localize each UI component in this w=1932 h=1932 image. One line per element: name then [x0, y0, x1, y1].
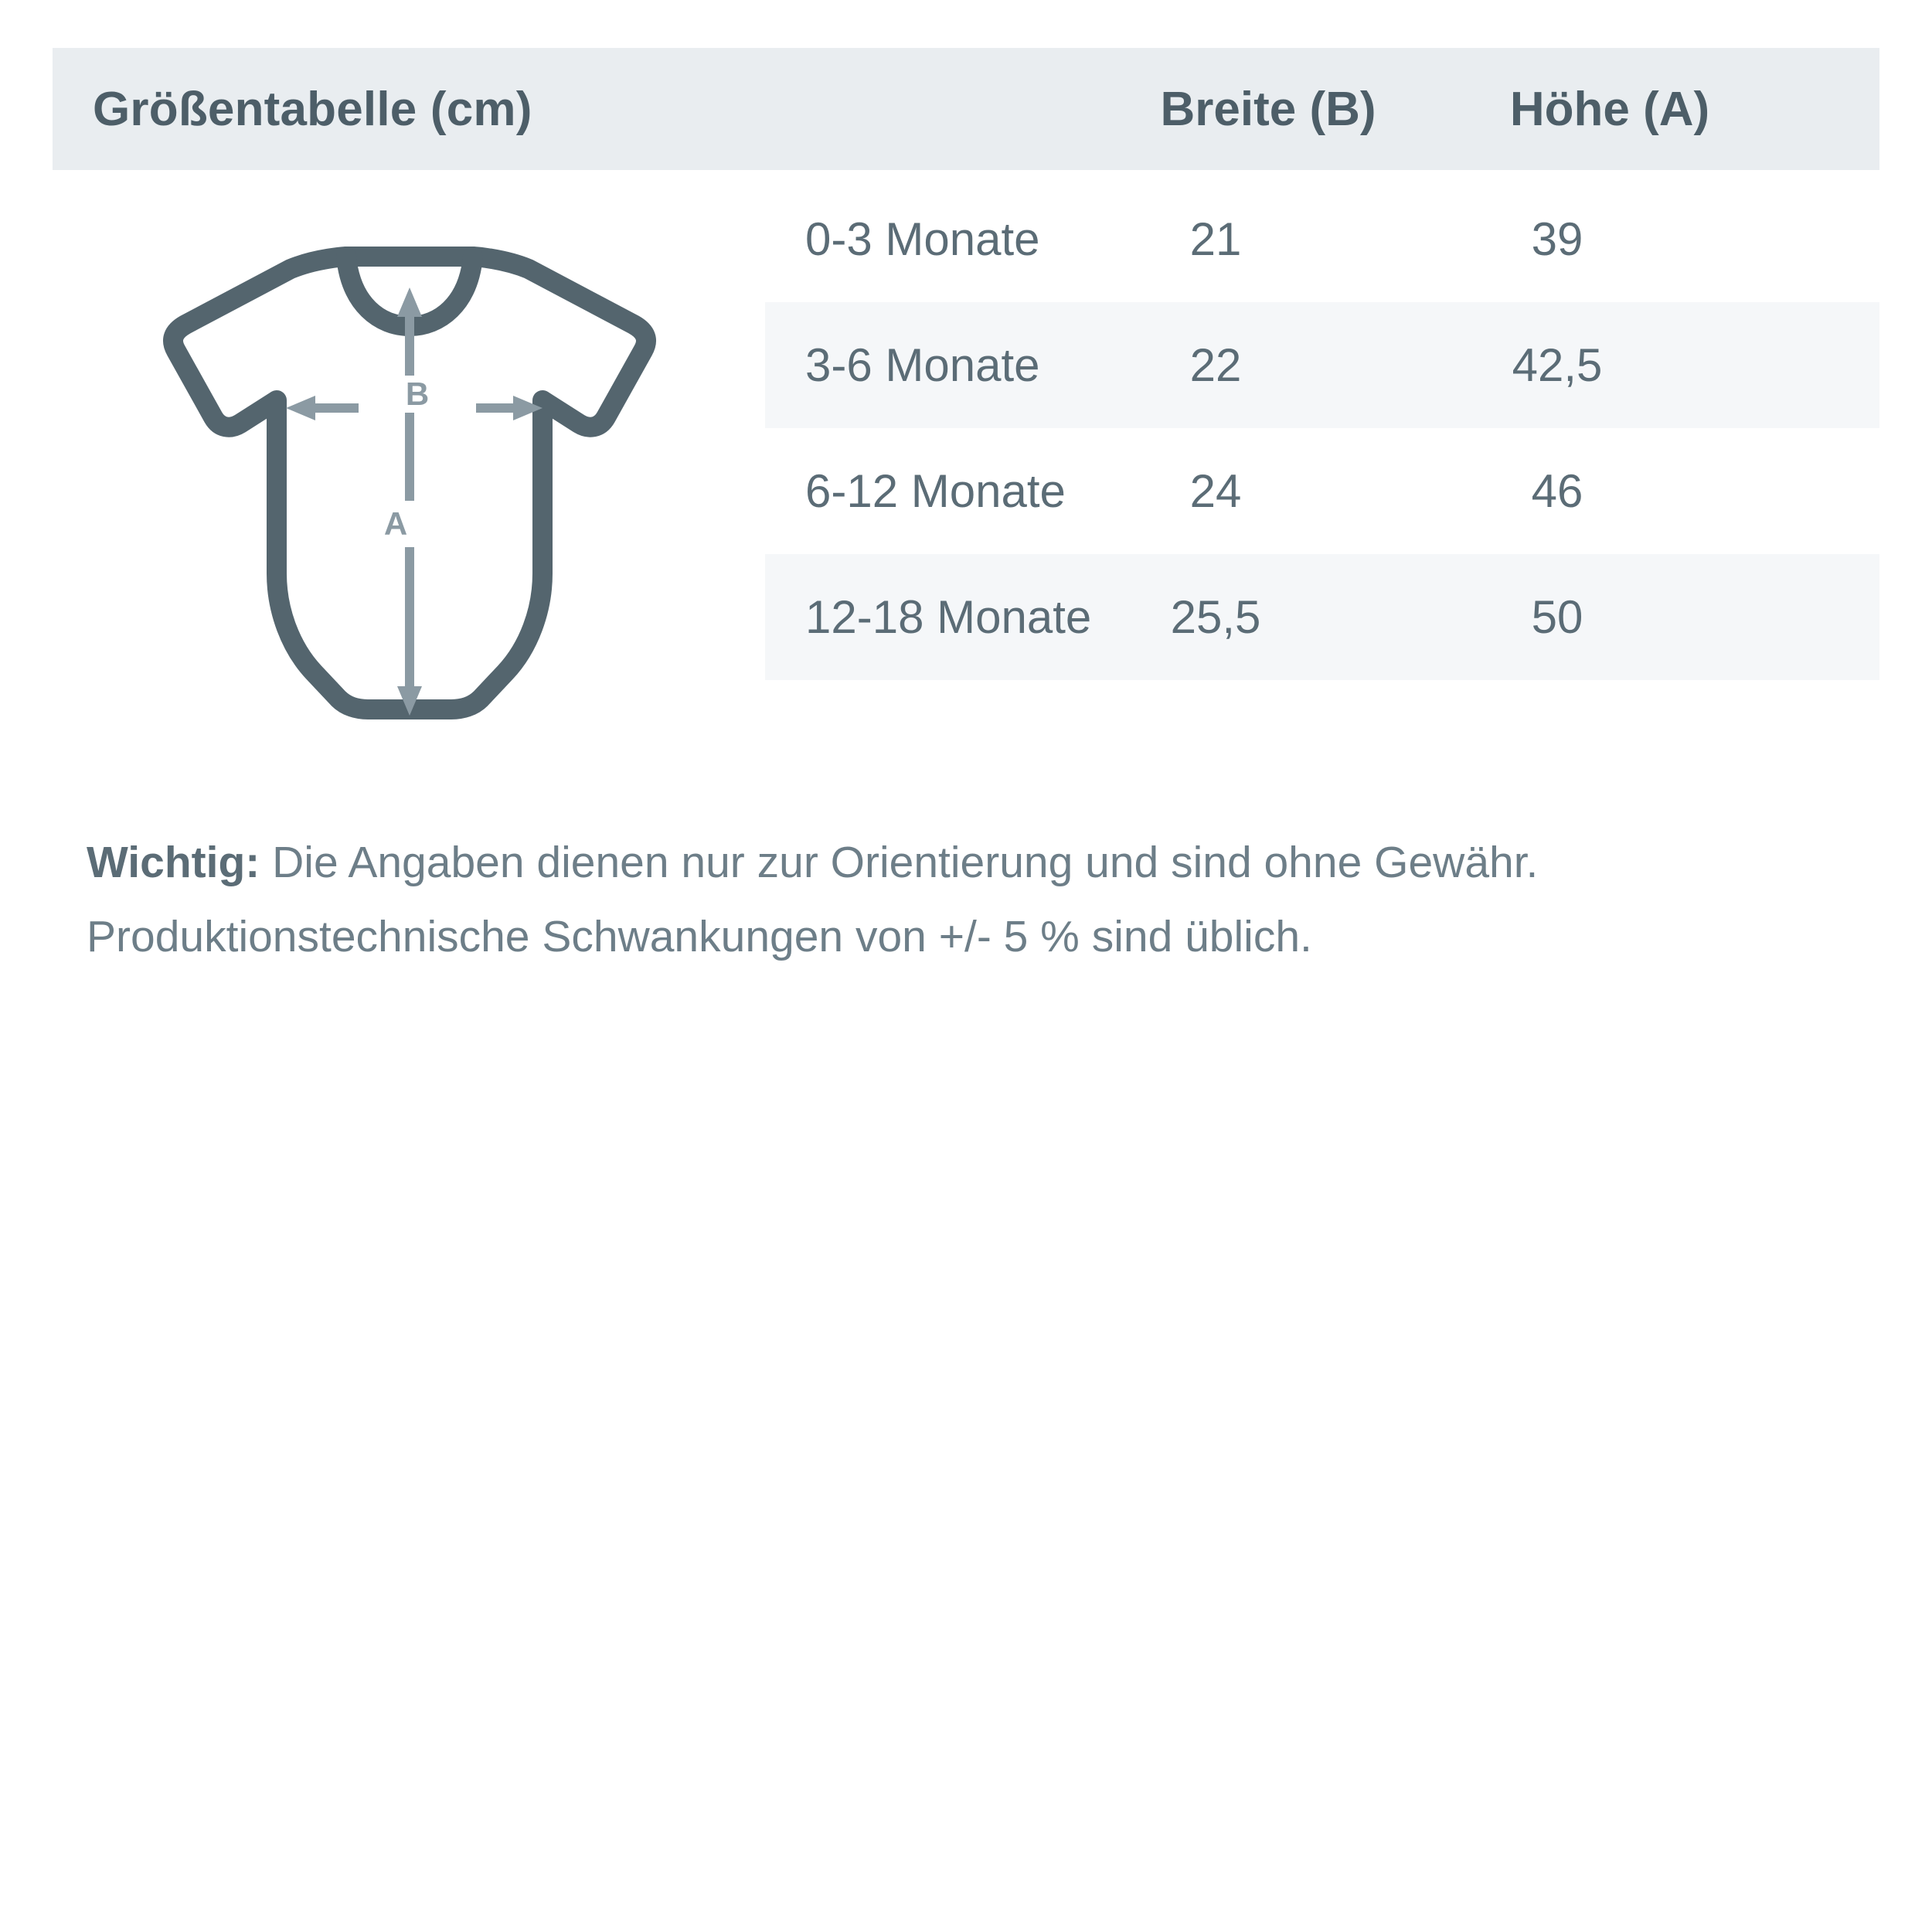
cell-size: 6-12 Monate — [805, 465, 1066, 517]
disclaimer-note — [87, 825, 1864, 974]
cell-width: 21 — [1189, 213, 1242, 265]
page-title: Größentabelle (cm) — [93, 82, 532, 136]
cell-width: 22 — [1189, 339, 1242, 391]
cell-size: 3-6 Monate — [805, 339, 1040, 391]
height-letter-label: A — [372, 501, 419, 547]
cell-width: 24 — [1189, 465, 1242, 517]
disclaimer-label: Wichtig: — [87, 838, 260, 887]
column-header-width: Breite (B) — [1160, 82, 1376, 136]
disclaimer-line-2: Produktionstechnische Schwankungen von +/- 5 % sind üblich. — [87, 912, 1312, 961]
cell-size: 0-3 Monate — [805, 213, 1040, 265]
disclaimer-line-1: Die Angaben dienen nur zur Orientierung und sind ohne Gewähr. — [260, 838, 1539, 887]
width-letter-label: B — [359, 376, 476, 413]
table-row — [765, 554, 1879, 680]
table-row — [765, 302, 1879, 428]
cell-height: 50 — [1531, 591, 1583, 643]
size-chart-header — [53, 48, 1879, 170]
cell-height: 46 — [1531, 465, 1583, 517]
cell-size: 12-18 Monate — [805, 591, 1092, 643]
cell-height: 42,5 — [1512, 339, 1603, 391]
size-table — [765, 176, 1879, 680]
cell-width: 25,5 — [1170, 591, 1261, 643]
cell-height: 39 — [1531, 213, 1583, 265]
table-row — [765, 428, 1879, 554]
table-row — [765, 176, 1879, 302]
column-header-height: Höhe (A) — [1509, 82, 1710, 136]
bodysuit-illustration — [139, 224, 680, 781]
